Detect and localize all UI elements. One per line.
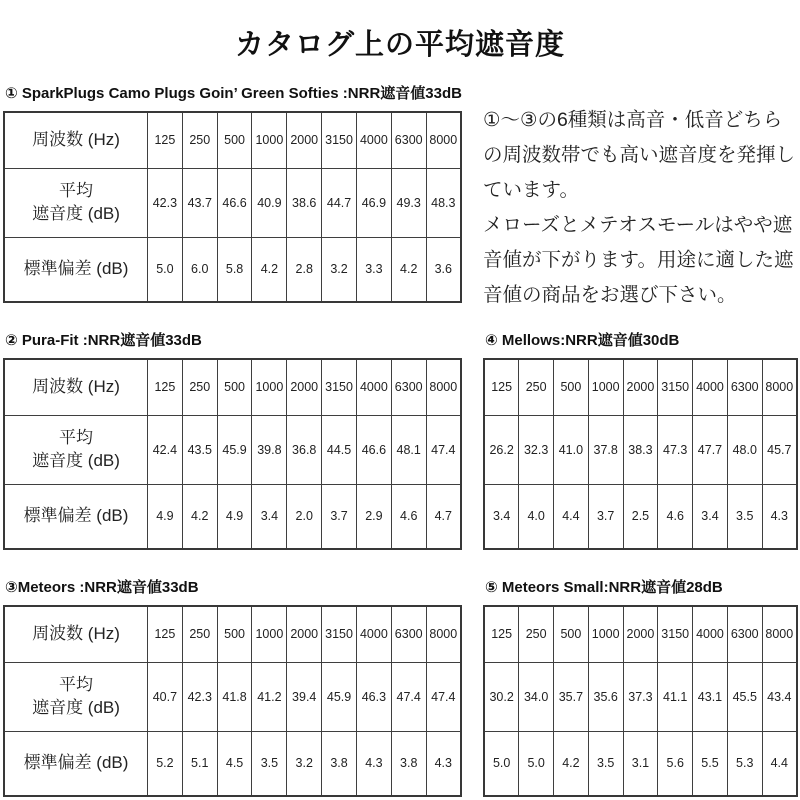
frequency-cell: 1000 xyxy=(252,606,287,662)
table-heading-sparkplugs: ① SparkPlugs Camo Plugs Goin’ Green Softies :NRR遮音値33dB xyxy=(5,85,462,102)
mean-attenuation-cell: 35.6 xyxy=(588,662,623,731)
frequency-cell: 3150 xyxy=(658,359,693,415)
std-deviation-cell: 3.8 xyxy=(322,731,357,796)
std-deviation-cell: 2.9 xyxy=(356,484,391,549)
frequency-cell: 125 xyxy=(148,606,183,662)
std-deviation-cell: 5.8 xyxy=(217,237,252,302)
mean-attenuation-cell: 48.3 xyxy=(426,168,461,237)
page-title: カタログ上の平均遮音度 xyxy=(234,29,565,61)
mean-attenuation-cell: 43.1 xyxy=(693,662,728,731)
mean-attenuation-cell: 41.1 xyxy=(658,662,693,731)
mean-attenuation-cell: 34.0 xyxy=(519,662,554,731)
sparkplugs-mean-attenuation-row xyxy=(4,168,461,237)
std-deviation-cell: 3.8 xyxy=(391,731,426,796)
mean-attenuation-cell: 43.4 xyxy=(762,662,797,731)
frequency-cell: 3150 xyxy=(658,606,693,662)
frequency-cell: 500 xyxy=(217,606,252,662)
std-deviation-cell: 4.3 xyxy=(426,731,461,796)
std-deviation-cell: 5.5 xyxy=(693,731,728,796)
frequency-cell: 3150 xyxy=(322,606,357,662)
std-deviation-cell: 3.2 xyxy=(322,237,357,302)
mean-attenuation-row-label: 平均 遮音度 (dB) xyxy=(4,168,148,237)
frequency-row-label: 周波数 (Hz) xyxy=(4,112,148,168)
frequency-cell: 8000 xyxy=(426,606,461,662)
frequency-cell: 1000 xyxy=(588,606,623,662)
std-deviation-cell: 5.1 xyxy=(182,731,217,796)
std-deviation-cell: 3.4 xyxy=(693,484,728,549)
std-deviation-cell: 4.6 xyxy=(658,484,693,549)
sparkplugs-data-table xyxy=(3,111,462,303)
frequency-cell: 4000 xyxy=(693,359,728,415)
mean-attenuation-cell: 40.9 xyxy=(252,168,287,237)
mean-attenuation-cell: 47.7 xyxy=(693,415,728,484)
std-deviation-cell: 3.5 xyxy=(252,731,287,796)
frequency-cell: 6300 xyxy=(727,606,762,662)
sparkplugs-table-host xyxy=(3,111,462,303)
frequency-cell: 6300 xyxy=(391,606,426,662)
meteors-small-data-table xyxy=(483,605,798,797)
std-deviation-row-label: 標準偏差 (dB) xyxy=(4,237,148,302)
std-deviation-cell: 3.5 xyxy=(588,731,623,796)
std-deviation-cell: 4.9 xyxy=(148,484,183,549)
frequency-cell: 1000 xyxy=(252,359,287,415)
meteors-small-frequency-row xyxy=(484,606,797,662)
std-deviation-cell: 3.4 xyxy=(252,484,287,549)
std-deviation-cell: 5.3 xyxy=(727,731,762,796)
mellows-frequency-row xyxy=(484,359,797,415)
frequency-cell: 250 xyxy=(182,606,217,662)
mean-attenuation-cell: 42.3 xyxy=(148,168,183,237)
mellows-mean-attenuation-row xyxy=(484,415,797,484)
mean-attenuation-cell: 39.8 xyxy=(252,415,287,484)
mean-attenuation-cell: 46.6 xyxy=(217,168,252,237)
mean-attenuation-cell: 42.4 xyxy=(148,415,183,484)
mean-attenuation-cell: 41.0 xyxy=(554,415,589,484)
frequency-cell: 500 xyxy=(554,359,589,415)
std-deviation-cell: 3.3 xyxy=(356,237,391,302)
mean-attenuation-cell: 32.3 xyxy=(519,415,554,484)
frequency-cell: 6300 xyxy=(391,112,426,168)
table-heading-mellows: ④ Mellows:NRR遮音値30dB xyxy=(485,332,680,349)
frequency-cell: 250 xyxy=(519,606,554,662)
frequency-cell: 8000 xyxy=(762,359,797,415)
mean-attenuation-cell: 41.2 xyxy=(252,662,287,731)
pura-fit-frequency-row xyxy=(4,359,461,415)
std-deviation-row-label: 標準偏差 (dB) xyxy=(4,731,148,796)
std-deviation-cell: 3.6 xyxy=(426,237,461,302)
mean-attenuation-row-label: 平均 遮音度 (dB) xyxy=(4,415,148,484)
frequency-cell: 2000 xyxy=(287,359,322,415)
frequency-row-label: 周波数 (Hz) xyxy=(4,359,148,415)
mean-attenuation-cell: 47.4 xyxy=(391,662,426,731)
std-deviation-cell: 3.5 xyxy=(727,484,762,549)
meteors-frequency-row xyxy=(4,606,461,662)
frequency-cell: 125 xyxy=(484,606,519,662)
std-deviation-cell: 5.0 xyxy=(519,731,554,796)
mean-attenuation-cell: 41.8 xyxy=(217,662,252,731)
mean-attenuation-cell: 26.2 xyxy=(484,415,519,484)
std-deviation-cell: 2.5 xyxy=(623,484,658,549)
std-deviation-cell: 4.2 xyxy=(182,484,217,549)
mean-attenuation-cell: 39.4 xyxy=(287,662,322,731)
frequency-cell: 8000 xyxy=(762,606,797,662)
frequency-cell: 4000 xyxy=(356,112,391,168)
mean-attenuation-cell: 36.8 xyxy=(287,415,322,484)
std-deviation-cell: 5.0 xyxy=(148,237,183,302)
mean-attenuation-cell: 45.9 xyxy=(322,662,357,731)
std-deviation-row-label: 標準偏差 (dB) xyxy=(4,484,148,549)
pura-fit-mean-attenuation-row xyxy=(4,415,461,484)
std-deviation-cell: 3.7 xyxy=(588,484,623,549)
mean-attenuation-cell: 43.7 xyxy=(182,168,217,237)
std-deviation-cell: 4.4 xyxy=(762,731,797,796)
std-deviation-cell: 2.0 xyxy=(287,484,322,549)
mellows-data-table xyxy=(483,358,798,550)
meteors-small-std-deviation-row xyxy=(484,731,797,796)
section-mellows xyxy=(483,329,798,550)
mean-attenuation-cell: 42.3 xyxy=(182,662,217,731)
note-paragraph-2: メローズとメテオスモールはやや遮音値が下がります。用途に適した遮音値の商品をお選び下さい。 xyxy=(483,214,794,306)
mean-attenuation-cell: 38.6 xyxy=(287,168,322,237)
sparkplugs-std-deviation-row xyxy=(4,237,461,302)
frequency-cell: 2000 xyxy=(287,112,322,168)
pura-fit-data-table xyxy=(3,358,462,550)
frequency-cell: 4000 xyxy=(356,359,391,415)
std-deviation-cell: 4.2 xyxy=(391,237,426,302)
std-deviation-cell: 4.7 xyxy=(426,484,461,549)
std-deviation-cell: 5.6 xyxy=(658,731,693,796)
meteors-table-host xyxy=(3,605,462,797)
meteors-std-deviation-row xyxy=(4,731,461,796)
pura-fit-std-deviation-row xyxy=(4,484,461,549)
note-paragraph-1: ①～③の6種類は高音・低音どちらの周波数帯でも高い遮音度を発揮しています。 xyxy=(483,109,796,201)
std-deviation-cell: 4.9 xyxy=(217,484,252,549)
std-deviation-cell: 5.2 xyxy=(148,731,183,796)
std-deviation-cell: 4.2 xyxy=(252,237,287,302)
sparkplugs-frequency-row xyxy=(4,112,461,168)
mean-attenuation-cell: 48.1 xyxy=(391,415,426,484)
frequency-cell: 2000 xyxy=(623,606,658,662)
frequency-cell: 8000 xyxy=(426,359,461,415)
mean-attenuation-cell: 37.8 xyxy=(588,415,623,484)
mean-attenuation-cell: 46.9 xyxy=(356,168,391,237)
mean-attenuation-cell: 37.3 xyxy=(623,662,658,731)
mean-attenuation-cell: 47.4 xyxy=(426,662,461,731)
mean-attenuation-cell: 47.3 xyxy=(658,415,693,484)
frequency-cell: 6300 xyxy=(727,359,762,415)
std-deviation-cell: 5.0 xyxy=(484,731,519,796)
pura-fit-table-host xyxy=(3,358,462,550)
description-note xyxy=(483,103,800,313)
table-heading-pura-fit: ② Pura-Fit :NRR遮音値33dB xyxy=(5,332,202,349)
section-meteors-small xyxy=(483,576,798,797)
meteors-small-mean-attenuation-row xyxy=(484,662,797,731)
std-deviation-cell: 6.0 xyxy=(182,237,217,302)
frequency-cell: 250 xyxy=(519,359,554,415)
mean-attenuation-cell: 44.7 xyxy=(322,168,357,237)
std-deviation-cell: 4.4 xyxy=(554,484,589,549)
std-deviation-cell: 3.7 xyxy=(322,484,357,549)
frequency-cell: 250 xyxy=(182,112,217,168)
frequency-cell: 250 xyxy=(182,359,217,415)
mean-attenuation-row-label: 平均 遮音度 (dB) xyxy=(4,662,148,731)
frequency-cell: 2000 xyxy=(287,606,322,662)
frequency-cell: 125 xyxy=(148,112,183,168)
frequency-cell: 1000 xyxy=(252,112,287,168)
mean-attenuation-cell: 44.5 xyxy=(322,415,357,484)
mean-attenuation-cell: 45.9 xyxy=(217,415,252,484)
frequency-cell: 1000 xyxy=(588,359,623,415)
mellows-table-host xyxy=(483,358,798,550)
mean-attenuation-cell: 35.7 xyxy=(554,662,589,731)
frequency-cell: 4000 xyxy=(693,606,728,662)
section-pura-fit xyxy=(3,329,462,550)
mean-attenuation-cell: 49.3 xyxy=(391,168,426,237)
meteors-small-table-host xyxy=(483,605,798,797)
frequency-cell: 8000 xyxy=(426,112,461,168)
frequency-row-label: 周波数 (Hz) xyxy=(4,606,148,662)
std-deviation-cell: 2.8 xyxy=(287,237,322,302)
mean-attenuation-cell: 38.3 xyxy=(623,415,658,484)
std-deviation-cell: 4.2 xyxy=(554,731,589,796)
mean-attenuation-cell: 43.5 xyxy=(182,415,217,484)
frequency-cell: 2000 xyxy=(623,359,658,415)
section-meteors xyxy=(3,576,462,797)
frequency-cell: 125 xyxy=(484,359,519,415)
section-sparkplugs xyxy=(3,82,462,303)
frequency-cell: 3150 xyxy=(322,359,357,415)
std-deviation-cell: 3.4 xyxy=(484,484,519,549)
frequency-cell: 500 xyxy=(217,112,252,168)
std-deviation-cell: 4.0 xyxy=(519,484,554,549)
frequency-cell: 500 xyxy=(554,606,589,662)
std-deviation-cell: 3.1 xyxy=(623,731,658,796)
std-deviation-cell: 3.2 xyxy=(287,731,322,796)
mean-attenuation-cell: 48.0 xyxy=(727,415,762,484)
frequency-cell: 4000 xyxy=(356,606,391,662)
std-deviation-cell: 4.6 xyxy=(391,484,426,549)
table-heading-meteors: ③Meteors :NRR遮音値33dB xyxy=(5,579,199,596)
mellows-std-deviation-row xyxy=(484,484,797,549)
frequency-cell: 6300 xyxy=(391,359,426,415)
mean-attenuation-cell: 46.3 xyxy=(356,662,391,731)
mean-attenuation-cell: 47.4 xyxy=(426,415,461,484)
frequency-cell: 500 xyxy=(217,359,252,415)
meteors-mean-attenuation-row xyxy=(4,662,461,731)
table-heading-meteors-small: ⑤ Meteors Small:NRR遮音値28dB xyxy=(485,579,723,596)
frequency-cell: 3150 xyxy=(322,112,357,168)
mean-attenuation-cell: 30.2 xyxy=(484,662,519,731)
frequency-cell: 125 xyxy=(148,359,183,415)
mean-attenuation-cell: 45.7 xyxy=(762,415,797,484)
std-deviation-cell: 4.3 xyxy=(356,731,391,796)
meteors-data-table xyxy=(3,605,462,797)
mean-attenuation-cell: 40.7 xyxy=(148,662,183,731)
mean-attenuation-cell: 45.5 xyxy=(727,662,762,731)
std-deviation-cell: 4.3 xyxy=(762,484,797,549)
mean-attenuation-cell: 46.6 xyxy=(356,415,391,484)
std-deviation-cell: 4.5 xyxy=(217,731,252,796)
